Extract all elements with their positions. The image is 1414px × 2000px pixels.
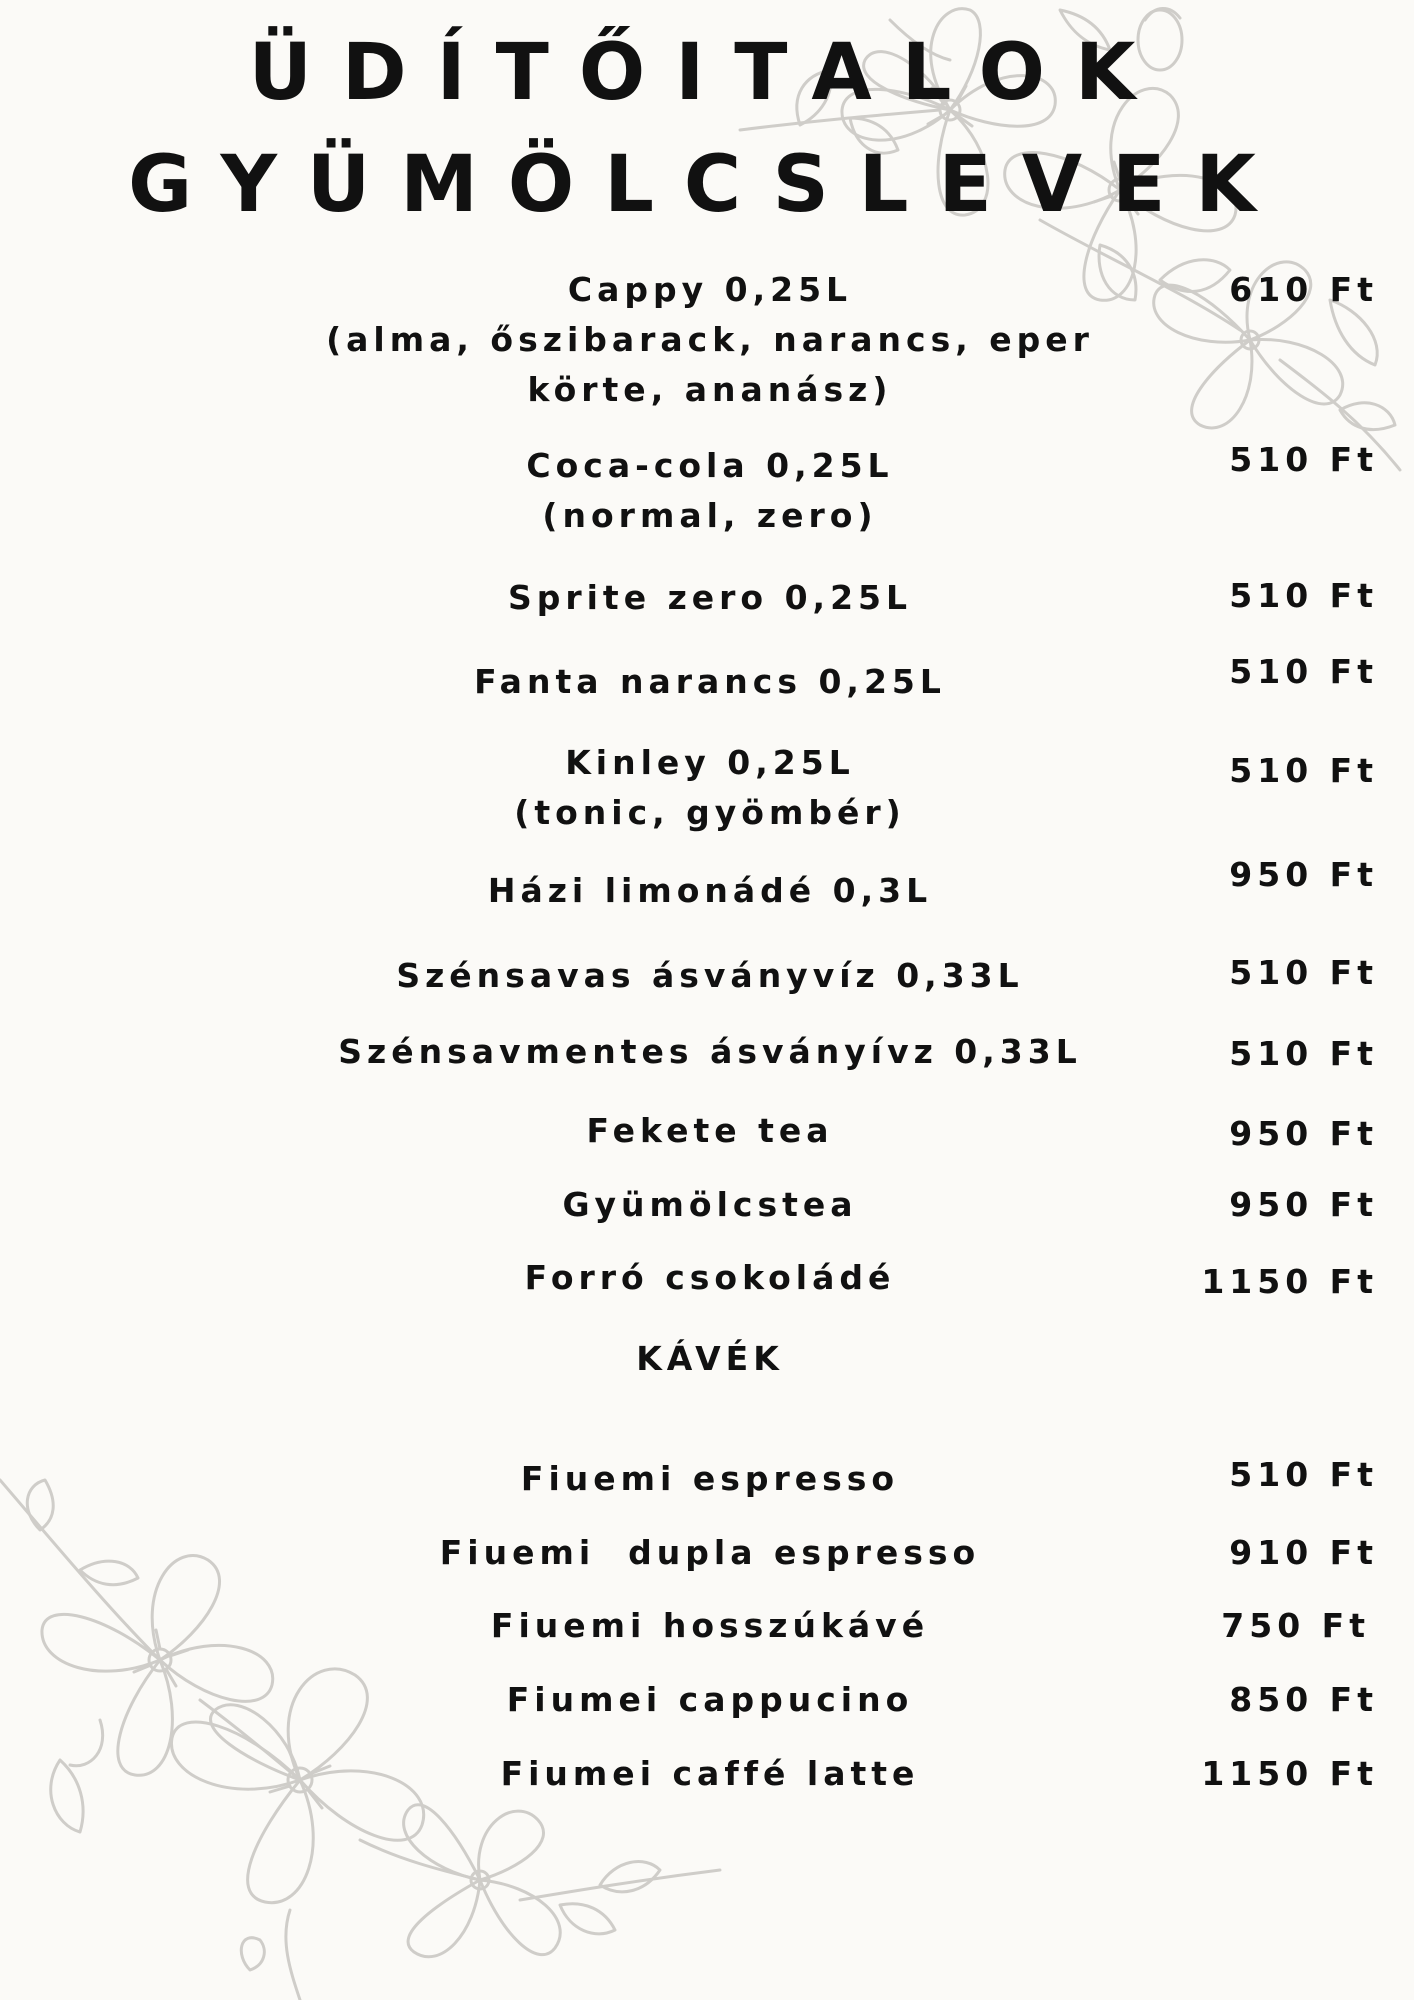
drink-detail: (normal, zero) [542,496,878,535]
drink-price: 950 Ft [1229,1185,1378,1224]
coffee-name: Fiuemi dupla espresso [439,1533,981,1572]
drink-name: Szénsavas ásványvíz 0,33L [396,956,1024,995]
drink-price: 1150 Ft [1201,1262,1378,1301]
drink-name: Szénsavmentes ásványívz 0,33L [338,1032,1082,1071]
title-line-1: ÜDÍTŐITALOK [248,28,1166,118]
coffee-name: Fiumei cappucino [506,1680,914,1719]
drink-price: 510 Ft [1229,652,1378,691]
coffee-name: Fiuemi espresso [520,1459,900,1498]
coffee-section-heading: KÁVÉK [636,1339,784,1378]
coffee-price: 850 Ft [1229,1680,1378,1719]
drink-name: Fekete tea [586,1111,834,1150]
drink-name: Kinley 0,25L [565,743,855,782]
drink-detail: körte, ananász) [527,370,893,409]
drink-price: 510 Ft [1229,953,1378,992]
drink-name: Forró csokoládé [524,1258,896,1297]
drink-price: 510 Ft [1229,751,1378,790]
coffee-price: 910 Ft [1229,1533,1378,1572]
drink-detail: (alma, őszibarack, narancs, eper [326,320,1094,359]
drink-price: 950 Ft [1229,1114,1378,1153]
drink-price: 510 Ft [1229,576,1378,615]
coffee-price: 1150 Ft [1201,1754,1378,1793]
drink-price: 950 Ft [1229,855,1378,894]
drink-name: Coca-cola 0,25L [526,446,894,485]
coffee-price: 750 Ft [1221,1606,1370,1645]
drink-name: Sprite zero 0,25L [507,578,913,617]
drink-name: Házi limonádé 0,3L [487,871,933,910]
drink-price: 510 Ft [1229,440,1378,479]
coffee-name: Fiumei caffé latte [500,1754,920,1793]
drink-name: Cappy 0,25L [567,270,853,309]
coffee-price: 510 Ft [1229,1455,1378,1494]
drink-detail: (tonic, gyömbér) [514,793,906,832]
title-line-2: GYÜMÖLCSLEVEK [128,140,1286,230]
coffee-name: Fiuemi hosszúkávé [490,1606,930,1645]
drink-price: 510 Ft [1229,1034,1378,1073]
drink-name: Fanta narancs 0,25L [474,662,946,701]
drink-name: Gyümölcstea [562,1185,858,1224]
drink-price: 610 Ft [1229,270,1378,309]
